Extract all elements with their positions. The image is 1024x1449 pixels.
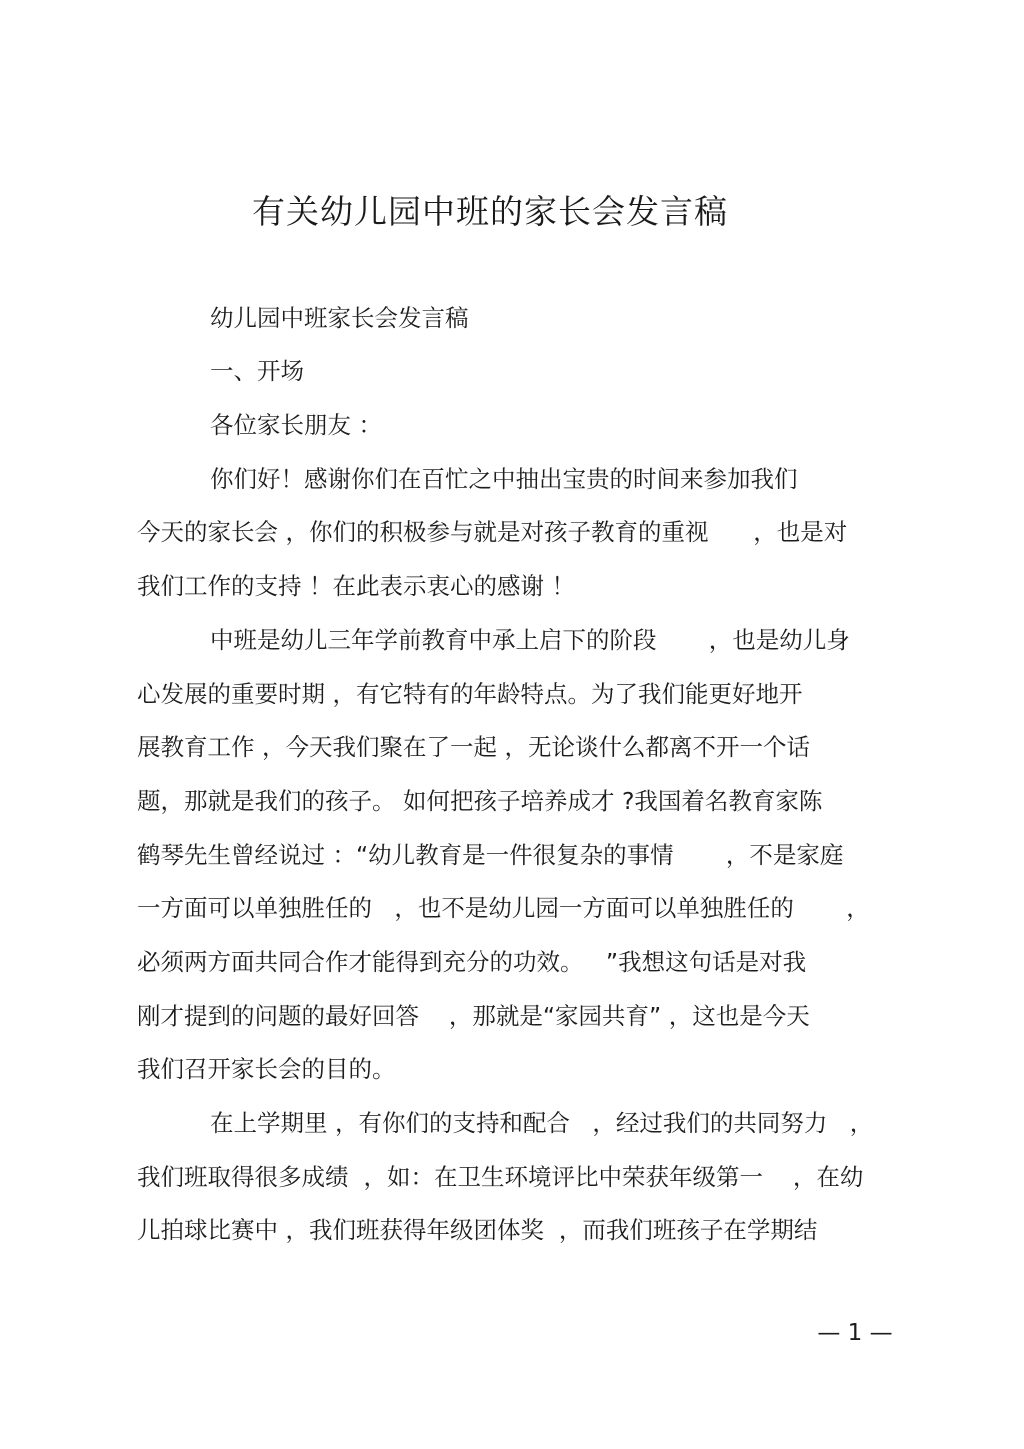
paragraph-line: 鹤琴先生曾经说过 ：“幼儿教育是一件很复杂的事情 ，不是家庭 [137, 841, 844, 869]
paragraph-line: 我们工作的支持 ！在此表示衷心的感谢 ！ [137, 572, 575, 600]
paragraph-line: 你们好！感谢你们在百忙之中抽出宝贵的时间来参加我们 [210, 465, 798, 493]
paragraph-line: 儿拍球比赛中 ，我们班获得年级团体奖 ，而我们班孩子在学期结 [137, 1216, 818, 1244]
paragraph-line: 今天的家长会 ，你们的积极参与就是对孩子教育的重视 ，也是对 [137, 518, 848, 546]
section-heading: 一、开场 [210, 357, 304, 385]
paragraph-line: 必须两方面共同合作才能得到充分的功效。 ”我想这句话是对我 [137, 948, 807, 976]
paragraph-line: 我们召开家长会的目的。 [137, 1055, 396, 1083]
paragraph-line: 在上学期里 ，有你们的支持和配合 ，经过我们的共同努力 ， [210, 1109, 874, 1137]
paragraph-line: 心发展的重要时期 ，有它特有的年龄特点。为了我们能更好地开 [137, 680, 803, 708]
paragraph-line: 中班是幼儿三年学前教育中承上启下的阶段 ，也是幼儿身 [210, 626, 850, 654]
subtitle-line: 幼儿园中班家长会发言稿 [210, 304, 469, 332]
paragraph-line: 我们班取得很多成绩 ，如：在卫生环境评比中荣获年级第一 ，在幼 [137, 1163, 864, 1191]
salutation-line: 各位家长朋友 ： [210, 411, 382, 439]
paragraph-line: 题，那就是我们的孩子。 如何把孩子培养成才 ?我国着名教育家陈 [137, 787, 823, 815]
paragraph-line: 刚才提到的问题的最好回答 ，那就是“家园共育” ，这也是今天 [137, 1002, 810, 1030]
paragraph-line: 一方面可以单独胜任的 ，也不是幼儿园一方面可以单独胜任的 ， [137, 894, 870, 922]
page-number: — 1 — [817, 1320, 893, 1346]
paragraph-line: 展教育工作 ，今天我们聚在了一起 ，无论谈什么都离不开一个话 [137, 733, 810, 761]
document-title: 有关幼儿园中班的家长会发言稿 [252, 192, 728, 231]
